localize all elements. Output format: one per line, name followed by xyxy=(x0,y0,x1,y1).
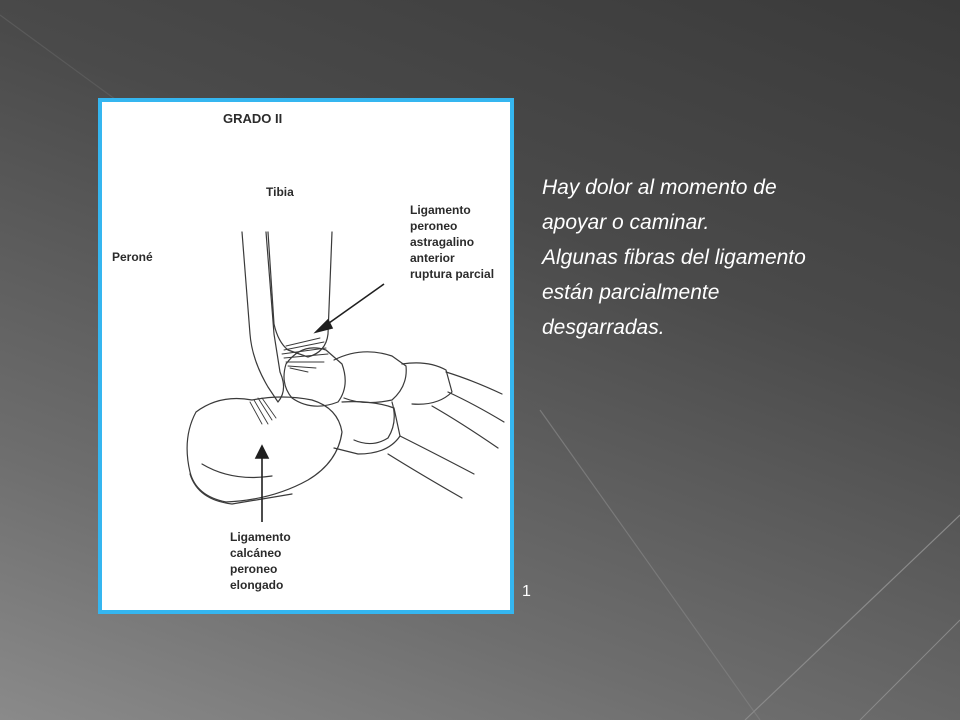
figure-number: 1 xyxy=(522,583,531,600)
ankle-sprain-illustration xyxy=(102,102,510,610)
atfl-arrow xyxy=(322,284,384,328)
figure-frame xyxy=(98,98,514,614)
cuboid-bone xyxy=(334,402,400,454)
tibia-bone xyxy=(268,232,332,357)
cfl-label-line: elongado xyxy=(230,578,284,592)
description-line: Algunas fibras del ligamento xyxy=(542,246,806,269)
description-text xyxy=(542,170,942,345)
atfl-label-line: Ligamento xyxy=(410,203,471,217)
fibula-label: Peroné xyxy=(112,250,153,264)
cfl-fibers xyxy=(250,398,276,424)
atfl-fibers xyxy=(282,338,328,372)
cfl-label-line: calcáneo xyxy=(230,546,282,560)
description-line: apoyar o caminar. xyxy=(542,211,710,234)
atfl-label-line: ruptura parcial xyxy=(410,267,495,281)
cuneiform-bones xyxy=(402,363,452,404)
description-line: están parcialmente xyxy=(542,281,720,304)
tibia-label: Tibia xyxy=(266,185,294,199)
atfl-label-line: anterior xyxy=(410,251,455,265)
atfl-label-line: astragalino xyxy=(410,235,475,249)
diagram-title: GRADO II xyxy=(223,111,283,126)
fibula-bone xyxy=(242,232,284,402)
cfl-label-line: peroneo xyxy=(230,562,278,576)
atfl-label xyxy=(410,202,494,282)
cfl-label-line: Ligamento xyxy=(230,530,291,544)
atfl-label-line: peroneo xyxy=(410,219,458,233)
description-line: Hay dolor al momento de xyxy=(542,176,777,199)
metatarsal-bones xyxy=(388,372,504,498)
cfl-label xyxy=(230,529,291,593)
description-line: desgarradas. xyxy=(542,316,665,339)
